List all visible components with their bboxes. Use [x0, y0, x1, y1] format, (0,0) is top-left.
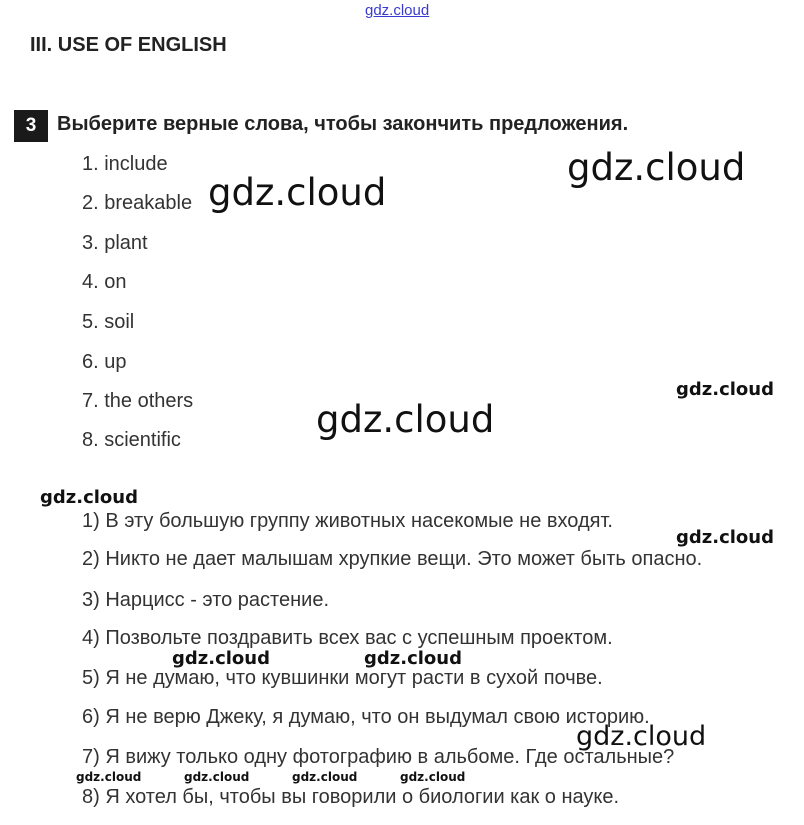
answer-item: 6. up	[82, 351, 127, 373]
answer-item: 8. scientific	[82, 429, 181, 451]
answer-item: 1. include	[82, 153, 168, 175]
watermark: gdz.cloud	[184, 770, 250, 784]
translation-item: 5) Я не думаю, что кувшинки могут расти в сухой почве.	[82, 667, 603, 689]
watermark: gdz.cloud	[292, 770, 358, 784]
section-title: III. USE OF ENGLISH	[30, 34, 227, 56]
answer-item: 7. the others	[82, 390, 194, 412]
answer-item: 4. on	[82, 271, 127, 293]
watermark: gdz.cloud	[576, 721, 707, 752]
watermark: gdz.cloud	[316, 398, 495, 441]
translation-item: 8) Я хотел бы, чтобы вы говорили о биологии как о науке.	[82, 786, 620, 808]
answer-item: 2. breakable	[82, 192, 193, 214]
translation-item: 7) Я вижу только одну фотографию в альбоме. Где остальные?	[82, 746, 675, 768]
answer-item: 3. plant	[82, 232, 148, 254]
watermark: gdz.cloud	[40, 487, 138, 508]
translation-item: 2) Никто не дает малышам хрупкие вещи. Это может быть опасно.	[82, 548, 703, 570]
watermark: gdz.cloud	[172, 648, 270, 669]
watermark: gdz.cloud	[208, 171, 387, 214]
exercise-instruction: Выберите верные слова, чтобы закончить предложения.	[57, 113, 629, 135]
top-watermark-link: gdz.cloud	[365, 2, 430, 19]
watermark: gdz.cloud	[676, 379, 774, 400]
watermark: gdz.cloud	[567, 146, 746, 189]
watermark: gdz.cloud	[76, 770, 142, 784]
watermark: gdz.cloud	[364, 648, 462, 669]
translation-item: 4) Позвольте поздравить всех вас с успешным проектом.	[82, 627, 613, 649]
answer-item: 5. soil	[82, 311, 135, 333]
translation-item: 3) Нарцисс - это растение.	[82, 589, 330, 611]
watermark: gdz.cloud	[400, 770, 466, 784]
watermark: gdz.cloud	[676, 527, 774, 548]
exercise-number-badge: 3	[14, 110, 48, 142]
translation-item: 1) В эту большую группу животных насекомые не входят.	[82, 510, 613, 532]
translation-item: 6) Я не верю Джеку, я думаю, что он выдумал свою историю.	[82, 706, 650, 728]
